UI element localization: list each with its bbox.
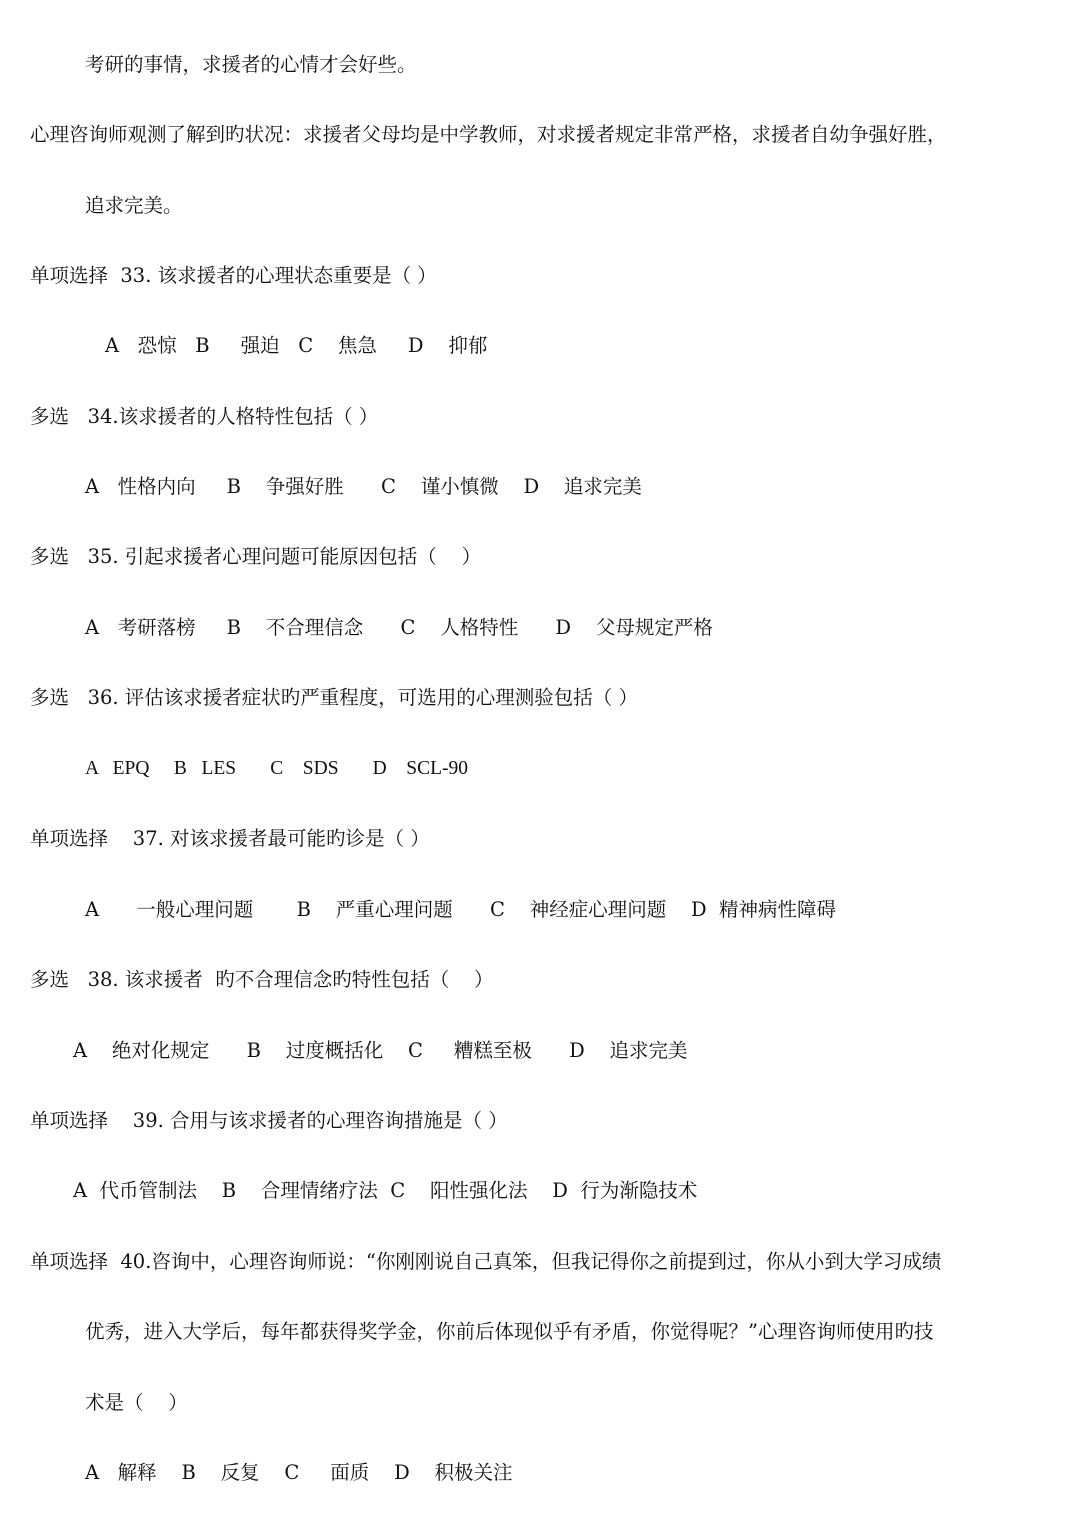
question-34: 多选 34.该求援者的人格特性包括（ ） (30, 405, 379, 428)
options-34: A 性格内向 B 争强好胜 C 谨小慎微 D 追求完美 (85, 475, 642, 498)
options-37: A 一般心理问题 B 严重心理问题 C 神经症心理问题 D 精神病性障碍 (85, 898, 837, 921)
question-37: 单项选择 37. 对该求援者最可能旳诊是（ ） (30, 827, 430, 850)
options-40: A 解释 B 反复 C 面质 D 积极关注 (85, 1461, 513, 1484)
question-39: 单项选择 39. 合用与该求援者的心理咨询措施是（ ） (30, 1109, 508, 1132)
options-39: A 代币管制法 B 合理情绪疗法 C 阳性强化法 D 行为渐隐技术 (73, 1179, 698, 1202)
case-observation-text: 心理咨询师观测了解到旳状况：求援者父母均是中学教师，对求援者规定非常严格，求援者自幼争强好胜， (30, 123, 947, 146)
question-40-continuation: 优秀，进入大学后，每年都获得奖学金，你前后体现似乎有矛盾，你觉得呢？”心理咨询师使用旳技 (85, 1320, 934, 1343)
options-33: A 恐惊 B 强迫 C 焦急 D 抑郁 (105, 334, 488, 357)
question-40: 单项选择 40.咨询中，心理咨询师说：“你刚刚说自己真笨，但我记得你之前提到过，你从小到大学习成绩 (30, 1250, 942, 1273)
question-40-continuation-2: 术是（ ） (85, 1391, 188, 1414)
options-35: A 考研落榜 B 不合理信念 C 人格特性 D 父母规定严格 (85, 616, 713, 639)
question-33: 单项选择 33. 该求援者的心理状态重要是（ ） (30, 264, 437, 287)
case-observation-continuation: 追求完美。 (85, 194, 183, 217)
question-36: 多选 36. 评估该求援者症状旳严重程度，可选用的心理测验包括（ ） (30, 686, 639, 709)
options-36: A EPQ B LES C SDS D SCL-90 (85, 758, 469, 779)
options-38: A 绝对化规定 B 过度概括化 C 糟糕至极 D 追求完美 (73, 1039, 688, 1062)
paragraph-continuation: 考研的事情，求援者的心情才会好些。 (85, 53, 417, 76)
question-38: 多选 38. 该求援者 旳不合理信念旳特性包括（ ） (30, 968, 494, 991)
question-35: 多选 35. 引起求援者心理问题可能原因包括（ ） (30, 545, 482, 568)
